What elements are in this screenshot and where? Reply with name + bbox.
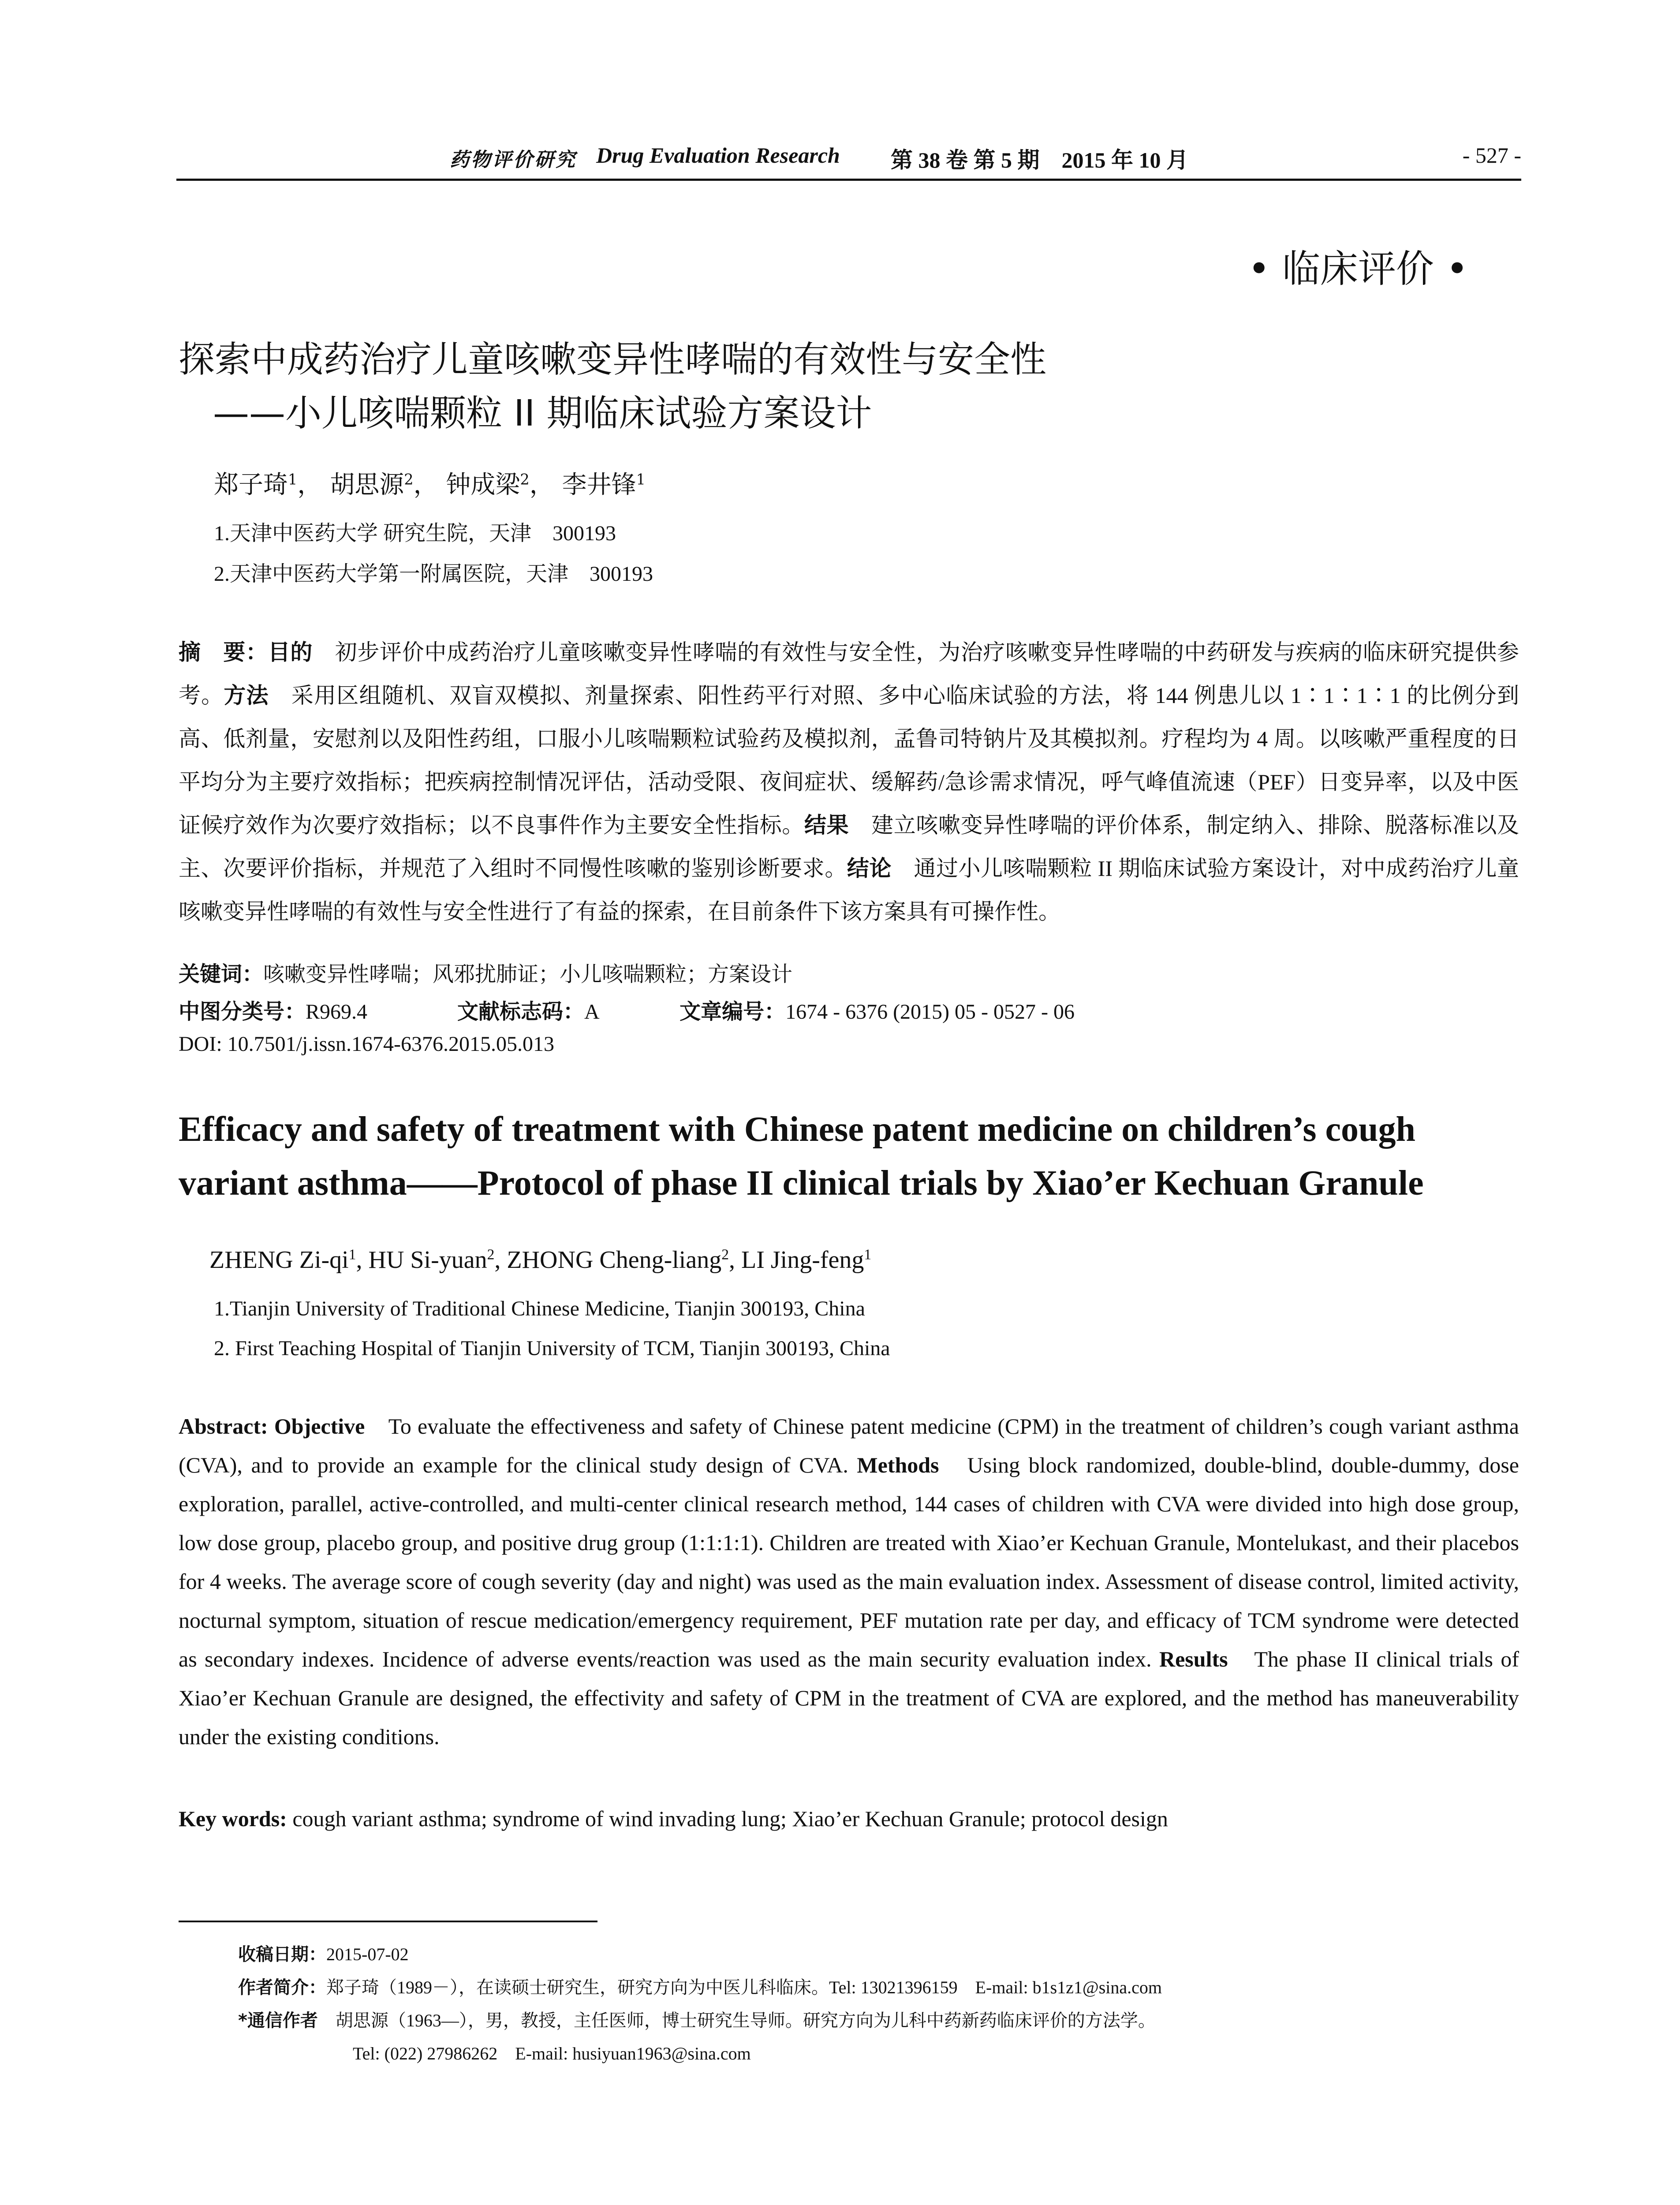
article-number-value: 1674 - 6376 (2015) 05 - 0527 - 06	[785, 1000, 1075, 1024]
keywords-en-label: Key words:	[179, 1806, 287, 1831]
author-affiliation-mark: 2	[487, 1246, 495, 1263]
author-separator: ,	[356, 1246, 369, 1274]
keywords-cn-label: 关键词：	[179, 962, 264, 987]
author-separator: ，	[413, 471, 438, 499]
objective-text-en: To evaluate the effectiveness and safety of Chinese patent medicine (CPM) in the treatment of children’s cough variant asthma (CVA), and to provide an example for the clinical study design of CVA.	[179, 1414, 1519, 1477]
methods-text: 采用区组随机、双盲双模拟、剂量探索、阳性药平行对照、多中心临床试验的方法，将 144 例患儿以 1∶1∶1∶1 的比例分到高、低剂量，安慰剂以及阳性药组，口服小儿咳喘颗粒试验药及模拟剂，孟鲁司特钠片及其模拟剂。疗程均为 4 周。以咳嗽严重程度的日平均分为主要疗效指标；把疾病控制情况评估，活动受限、夜间症状、缓解药/急诊需求情况，呼气峰值流速（PEF）日变异率，以及中医证候疗效作为次要疗效指标；以不良事件作为主要安全性指标。	[179, 683, 1519, 837]
footnote-corresponding-contact: Tel: (022) 27986262 E-mail: husiyuan1963@sina.com	[353, 2044, 751, 2063]
footnote-received	[238, 1940, 409, 1966]
author-affiliation-mark: 1	[864, 1246, 872, 1263]
keywords-cn-text: 咳嗽变异性哮喘；风邪扰肺证；小儿咳喘颗粒；方案设计	[263, 963, 793, 986]
methods-label: 方法	[224, 683, 269, 708]
bio-label: 作者简介：	[238, 1977, 326, 1998]
results-label-en: Results	[1159, 1647, 1228, 1671]
authors-en	[209, 1246, 871, 1274]
abstract-en-label: Abstract: Objective	[179, 1414, 365, 1439]
keywords-cn	[179, 957, 792, 987]
title-cn-line1: 探索中成药治疗儿童咳嗽变异性哮喘的有效性与安全性	[179, 339, 1047, 381]
received-date: 2015-07-02	[326, 1944, 409, 1964]
abstract-en	[179, 1407, 1519, 1756]
title-en-line2: variant asthma——Protocol of phase II clinical trials by Xiao’er Kechuan Granule	[179, 1164, 1424, 1203]
clc-value: R969.4	[306, 1000, 368, 1024]
corresponding-text: 胡思源（1963—），男，教授，主任医师，博士研究生导师。研究方向为儿科中药新药临床评价的方法学。	[317, 2011, 1156, 2030]
author-separator: ，	[297, 471, 322, 499]
running-header	[176, 140, 1521, 180]
author-affiliation-mark: 2	[520, 471, 530, 488]
conclusion-label: 结论	[847, 856, 892, 881]
author-name: 郑子琦	[214, 471, 288, 499]
classification-line	[179, 994, 1501, 1025]
footnote-rule	[179, 1921, 597, 1922]
author-affiliation-mark: 1	[288, 471, 298, 488]
author-separator: ，	[529, 471, 554, 499]
affiliation-en-1: 1.Tianjin University of Traditional Chinese Medicine, Tianjin 300193, China	[214, 1297, 865, 1320]
methods-text-en: Using block randomized, double-blind, double-dummy, dose exploration, parallel, active-controlled, and multi-center clinical research method, 144 cases of children with CVA were divided into high dose group, low dose group, placebo group, and positive drug group (1:1:1:1). Children are treated with Xiao’er Kechuan Granule, Montelukast, and their placebos for 4 weeks. The average score of cough severity (day and night) was used as the main evaluation index. Assessment of disease control, limited activity, nocturnal symptom, situation of rescue medication/emergency requirement, PEF mutation rate per day, and efficacy of TCM syndrome were detected as secondary indexes. Incidence of adverse events/reaction was used as the main security evaluation index.	[179, 1453, 1519, 1671]
corresponding-label: *通信作者	[238, 2011, 318, 2031]
author-name: 钟成梁	[446, 471, 520, 499]
affiliation-en-2: 2. First Teaching Hospital of Tianjin University of TCM, Tianjin 300193, China	[214, 1337, 890, 1360]
methods-label-en: Methods	[857, 1453, 939, 1477]
results-text-en: The phase II clinical trials of Xiao’er Kechuan Granule are designed, the effectivity and safety of CPM in the treatment of CVA are explored, and the method has maneuverability under the existing conditions.	[179, 1647, 1519, 1749]
keywords-en-text: cough variant asthma; syndrome of wind invading lung; Xiao’er Kechuan Granule; protocol design	[287, 1806, 1168, 1831]
author-name: ZHENG Zi-qi	[209, 1246, 349, 1274]
bio-text: 郑子琦（1989－），在读硕士研究生，研究方向为中医儿科临床。Tel: 13021396159 E-mail: b1s1z1@sina.com	[326, 1977, 1162, 1997]
author-name: ZHONG Cheng-liang	[507, 1246, 722, 1274]
author-affiliation-mark: 2	[404, 471, 414, 488]
affiliation-cn-2: 2.天津中医药大学第一附属医院，天津 300193	[214, 562, 653, 586]
author-separator: ,	[729, 1246, 742, 1274]
author-name: 胡思源	[330, 471, 404, 499]
results-text: 建立咳嗽变异性哮喘的评价体系，制定纳入、排除、脱落标准以及主、次要评价指标，并规范了入组时不同慢性咳嗽的鉴别诊断要求。	[179, 813, 1519, 881]
doc-code-value: A	[584, 1000, 599, 1024]
received-label: 收稿日期：	[238, 1944, 326, 1965]
abstract-cn	[179, 631, 1519, 933]
authors-cn	[214, 465, 646, 501]
author-affiliation-mark: 2	[721, 1246, 729, 1263]
journal-name-en: Drug Evaluation Research	[596, 143, 840, 168]
author-affiliation-mark: 1	[348, 1246, 356, 1263]
results-label: 结果	[804, 812, 849, 838]
author-separator: ,	[494, 1246, 507, 1274]
title-cn	[179, 333, 1501, 441]
author-affiliation-mark: 1	[636, 471, 646, 488]
conclusion-text: 通过小儿咳喘颗粒 II 期临床试验方案设计，对中成药治疗儿童咳嗽变异性哮喘的有效性与安全性进行了有益的探索，在目前条件下该方案具有可操作性。	[179, 856, 1519, 924]
doc-code-label: 文献标志码：	[457, 999, 585, 1024]
header-rule	[176, 179, 1521, 181]
abstract-cn-label: 摘 要：	[179, 639, 268, 665]
keywords-en	[179, 1806, 1519, 1831]
section-label: • 临床评价 •	[1247, 247, 1468, 291]
title-en-line1: Efficacy and safety of treatment with Chinese patent medicine on children’s cough	[179, 1110, 1415, 1149]
clc-label: 中图分类号：	[179, 999, 306, 1024]
author-name: LI Jing-feng	[741, 1246, 864, 1274]
footnote-bio	[238, 1973, 1162, 1999]
page-number: - 527 -	[1462, 143, 1521, 168]
author-name: HU Si-yuan	[368, 1246, 487, 1274]
article-number-label: 文章编号：	[679, 999, 786, 1024]
footnote-corresponding	[238, 2007, 1156, 2032]
issue-info: 第 38 卷 第 5 期 2015 年 10 月	[891, 148, 1188, 172]
affiliation-cn-1: 1.天津中医药大学 研究生院，天津 300193	[214, 522, 616, 545]
author-name: 李井锋	[562, 471, 636, 499]
objective-text: 初步评价中成药治疗儿童咳嗽变异性哮喘的有效性与安全性，为治疗咳嗽变异性哮喘的中药研发与疾病的临床研究提供参考。	[179, 640, 1519, 708]
doi: DOI: 10.7501/j.issn.1674-6376.2015.05.013	[179, 1032, 554, 1056]
title-en	[179, 1102, 1546, 1210]
title-cn-line2: ——小儿咳喘颗粒 II 期临床试验方案设计	[213, 392, 872, 434]
objective-label: 目的	[268, 639, 313, 665]
journal-name-cn: 药物评价研究	[450, 149, 577, 171]
